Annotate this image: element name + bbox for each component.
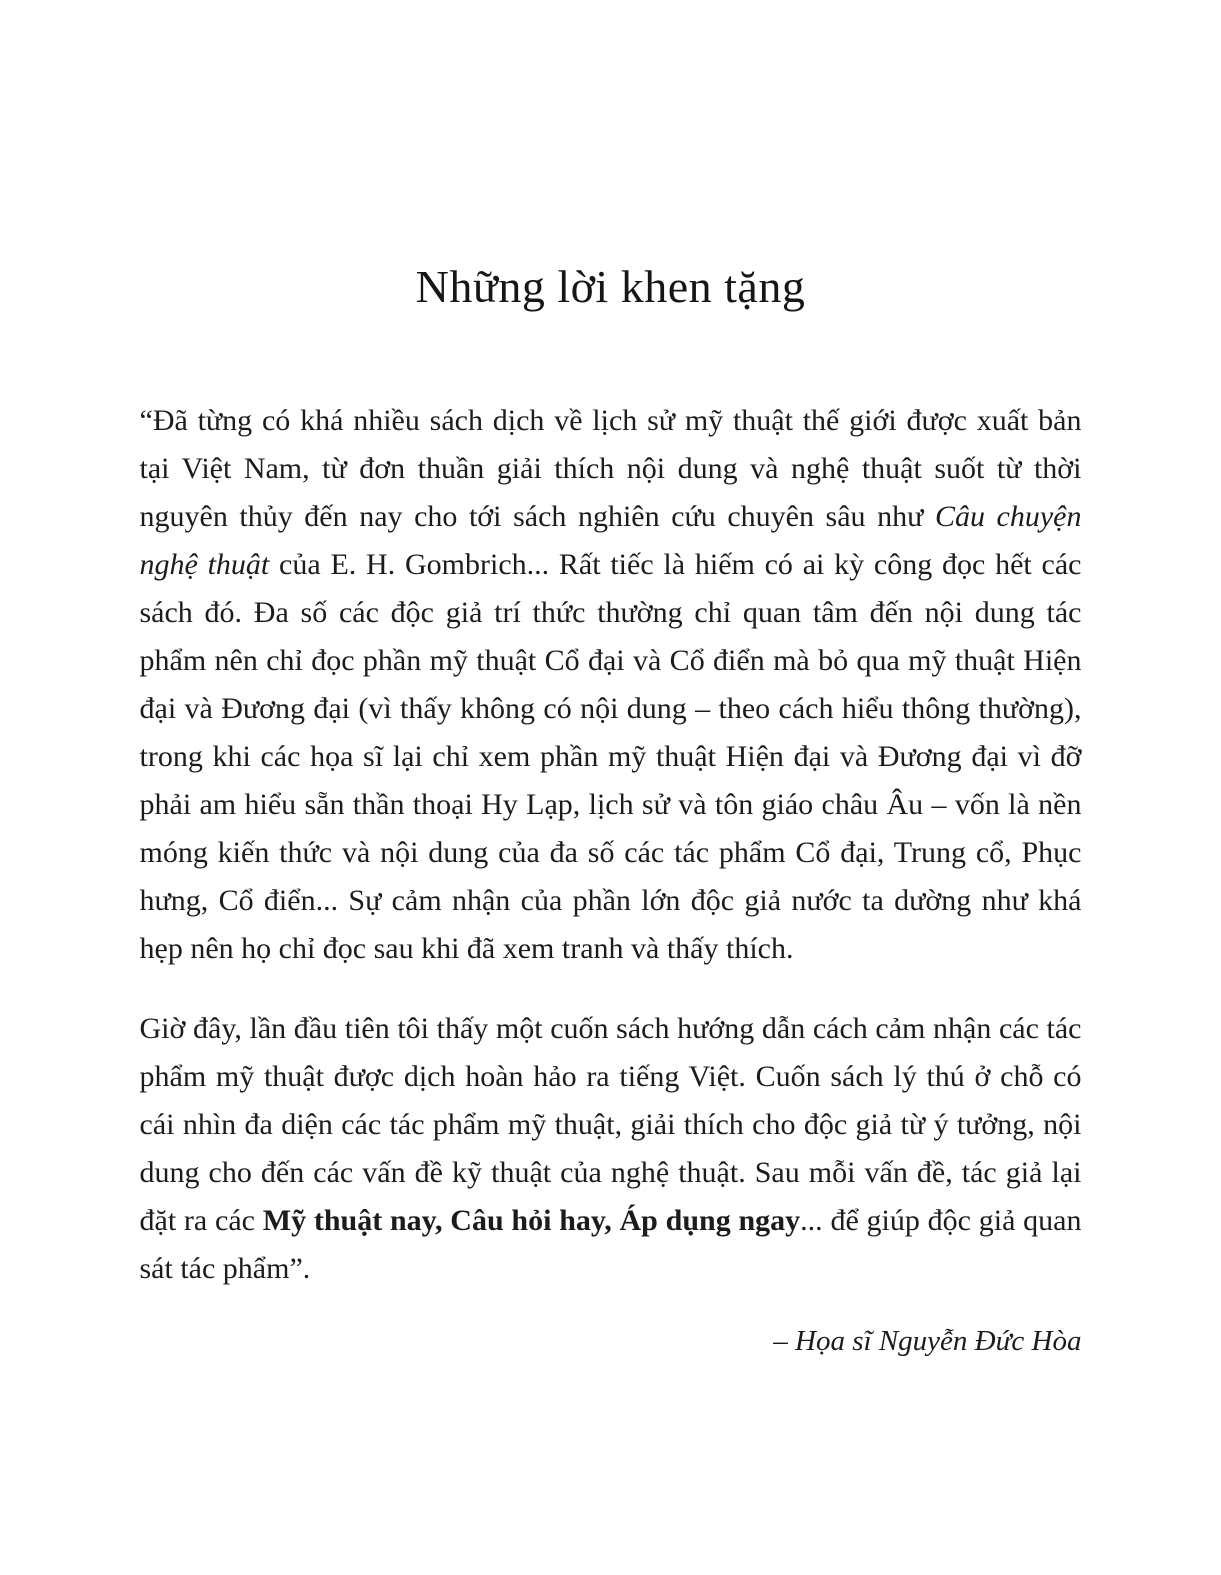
body-paragraphs [140,397,1082,1293]
paragraph [140,397,1082,973]
text-segment-bold: Mỹ thuật nay, Câu hỏi hay, Áp dụng ngay [262,1204,801,1237]
text-segment-italic: Câu chuyện nghệ thuật [139,500,1082,581]
paragraph [140,1005,1082,1293]
text-segment-normal: của E. H. Gombrich... Rất tiếc là hiếm có ai kỳ công đọc hết các sách đó. Đa số các độc giả trí thức thường chỉ quan tâm đến nội dung tác phẩm nên chỉ đọc phần mỹ thuật Cổ đại và Cổ điển mà bỏ qua mỹ thuật Hiện đại và Đương đại (vì thấy không có nội dung – theo cách hiểu thông thường), trong khi các họa sĩ lại chỉ xem phần mỹ thuật Hiện đại và Đương đại vì đỡ phải am hiểu sẵn thần thoại Hy Lạp, lịch sử và tôn giáo châu Âu – vốn là nền móng kiến thức và nội dung của đa số các tác phẩm Cổ đại, Trung cổ, Phục hưng, Cổ điển... Sự cảm nhận của phần lớn độc giả nước ta dường như khá hẹp nên họ chỉ đọc sau khi đã xem tranh và thấy thích. [139,548,1082,965]
text-segment-normal: Giờ đây, lần đầu tiên tôi thấy một cuốn sách hướng dẫn cách cảm nhận các tác phẩm mỹ thuật được dịch hoàn hảo ra tiếng Việt. Cuốn sách lý thú ở chỗ có cái nhìn đa diện các tác phẩm mỹ thuật, giải thích cho độc giả từ ý tưởng, nội dung cho đến các vấn đề kỹ thuật của nghệ thuật. Sau mỗi vấn đề, tác giả lại đặt ra các [139,1012,1082,1237]
page-title: Những lời khen tặng [415,261,806,312]
text-segment-normal: “Đã từng có khá nhiều sách dịch về lịch sử mỹ thuật thế giới được xuất bản tại Việt Nam, từ đơn thuần giải thích nội dung và nghệ thuật suốt từ thời nguyên thủy đến nay cho tới sách nghiên cứu chuyên sâu như [139,404,1082,533]
attribution: – Họa sĩ Nguyễn Đức Hòa [773,1325,1082,1357]
text-segment-normal: ... để giúp độc giả quan sát tác phẩm”. [139,1204,1082,1285]
